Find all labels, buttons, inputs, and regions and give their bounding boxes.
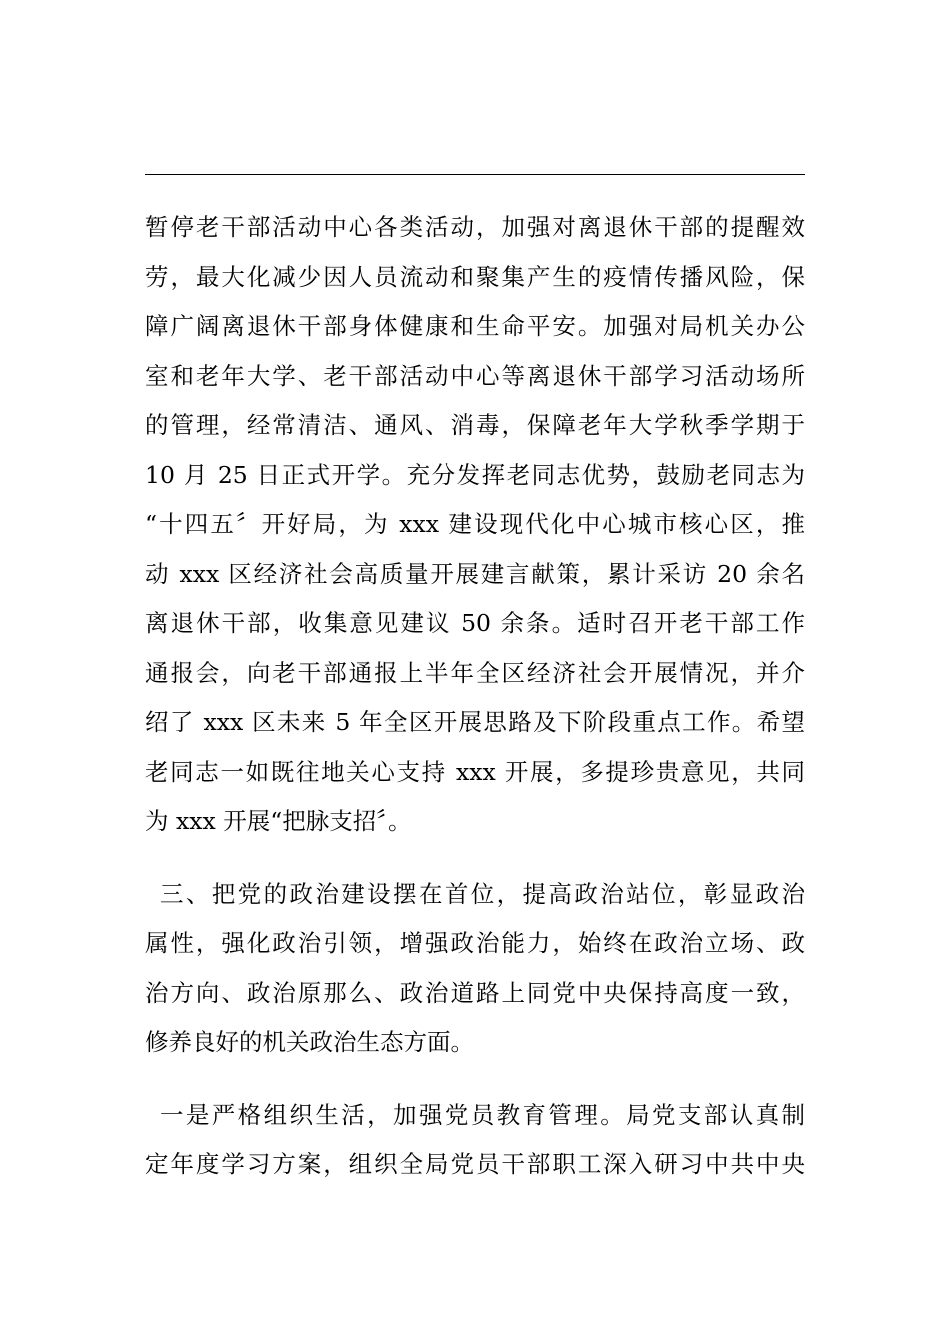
text-line: 修养良好的机关政治生态方面。 xyxy=(145,1028,474,1056)
text-line: 三、把党的政治建设摆在首位，提高政治站位，彰显政治 xyxy=(160,879,805,908)
paragraph-spacer xyxy=(145,847,805,870)
text-line: 动 xxx 区经济社会高质量开展建言献策，累计采访 20 余名 xyxy=(145,559,805,588)
text-line: 的管理，经常清洁、通风、消毒，保障老年大学秋季学期于 xyxy=(145,411,805,439)
text-line: 通报会，向老干部通报上半年全区经济社会开展情况，并介 xyxy=(145,658,805,687)
paragraph-1 xyxy=(145,203,805,847)
text-line: 定年度学习方案，组织全局党员干部职工深入研习中共中央 xyxy=(145,1150,805,1178)
text-line: 劳，最大化减少因人员流动和聚集产生的疫情传播风险，保 xyxy=(145,262,805,291)
text-line: 室和老年大学、老干部活动中心等离退休干部学习活动场所 xyxy=(145,361,805,390)
text-line: 暂停老干部活动中心各类活动，加强对离退休干部的提醒效 xyxy=(145,213,805,241)
paragraph-3 xyxy=(145,1091,805,1190)
text-line: 10 月 25 日正式开学。充分发挥老同志优势，鼓励老同志为 xyxy=(145,460,805,489)
text-line: 离退休干部，收集意见建议 50 余条。适时召开老干部工作 xyxy=(145,609,805,637)
text-line: 为 xxx 开展“把脉支招〞。 xyxy=(145,807,412,835)
text-line: 绍了 xxx 区未来 5 年全区开展思路及下阶段重点工作。希望 xyxy=(145,708,805,736)
header-rule xyxy=(145,174,805,175)
document-body xyxy=(145,203,805,1190)
text-line: 属性，强化政治引领，增强政治能力，始终在政治立场、政 xyxy=(145,929,805,957)
text-line: 一是严格组织生活，加强党员教育管理。局党支部认真制 xyxy=(160,1100,805,1129)
paragraph-2 xyxy=(145,870,805,1068)
text-line: 治方向、政治原那么、政治道路上同党中央保持高度一致， xyxy=(145,978,805,1007)
text-line: “十四五〞开好局，为 xxx 建设现代化中心城市核心区，推 xyxy=(145,510,805,538)
text-line: 障广阔离退休干部身体健康和生命平安。加强对局机关办公 xyxy=(145,312,805,340)
text-line: 老同志一如既往地关心支持 xxx 开展，多提珍贵意见，共同 xyxy=(145,757,805,786)
paragraph-spacer xyxy=(145,1068,805,1091)
